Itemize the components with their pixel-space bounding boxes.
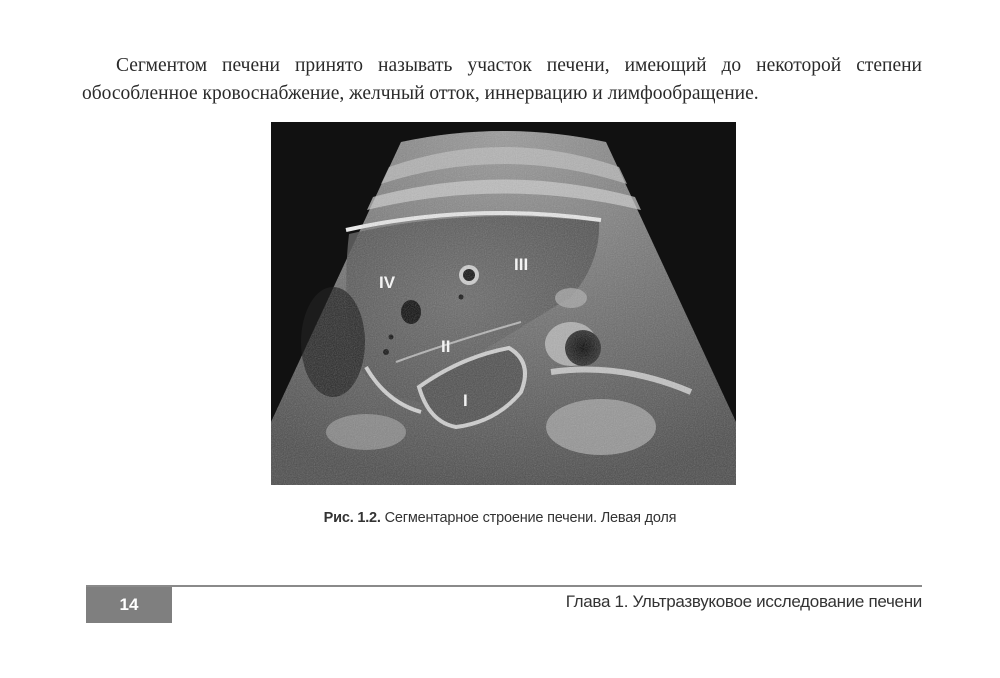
segment-label-ii: II [441, 337, 451, 356]
caption-label: Рис. 1.2. [323, 510, 381, 526]
segment-label-iii: III [514, 255, 529, 274]
footer-divider [86, 585, 922, 587]
body-paragraph [82, 52, 922, 108]
figure-caption [0, 510, 1000, 526]
ultrasound-figure [271, 122, 736, 485]
running-head: Глава 1. Ультразвуковое исследование печени [565, 592, 922, 611]
caption-text: Сегментарное строение печени. Левая доля [384, 510, 677, 526]
segment-label-iv: IV [379, 273, 396, 292]
page-number: 14 [86, 587, 172, 623]
segment-label-i: I [463, 391, 468, 410]
paragraph-text: Сегментом печени принято называть участок печени, имеющий до некоторой степени обособленное кровоснабжение, желчный отток, иннервацию и лимфообращение. [82, 55, 922, 104]
